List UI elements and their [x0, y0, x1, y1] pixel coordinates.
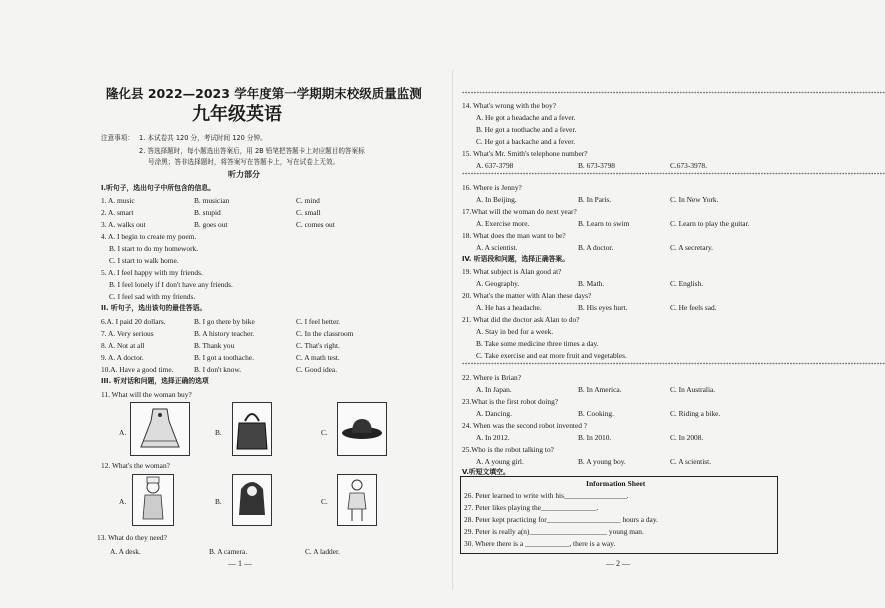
page-number-2: — 2 —: [606, 559, 630, 568]
hat-icon: [337, 402, 387, 456]
option: B. stupid: [194, 208, 221, 217]
q13-opt-b: B. A camera.: [209, 547, 248, 556]
option: C. small: [296, 208, 321, 217]
option: B. A history teacher.: [194, 329, 255, 338]
handbag-icon: [232, 402, 272, 456]
option: C. In the classroom: [296, 329, 354, 338]
q22-opt-b: B. In America.: [578, 385, 622, 394]
q19-opt-c: C. English.: [670, 279, 704, 288]
option: B. Thank you: [194, 341, 235, 350]
q20: 20. What's the matter with Alan these days?: [462, 291, 592, 300]
q19-opt-b: B. Math.: [578, 279, 605, 288]
page-number-1: — 1 —: [228, 559, 252, 568]
section-4-title: IV. 听语段和问题，选择正确答案。: [462, 255, 570, 263]
q18-opt-a: A. A scientist.: [476, 243, 518, 252]
q20-opt-c: C. He feels sad.: [670, 303, 717, 312]
q25-opt-a: A. A young girl.: [476, 457, 524, 466]
q24: 24. When was the second robot invented ?: [462, 421, 588, 430]
q21-opt-a: A. Stay in bed for a week.: [476, 327, 554, 336]
option: 2. A. smart: [101, 208, 134, 217]
q12: 12. What's the woman?: [101, 461, 170, 470]
notice-label: 注意事项：: [101, 134, 134, 142]
option: 10.A. Have a good time.: [101, 365, 174, 374]
info-line-30: 30. Where there is a ____________, there is a way.: [464, 539, 616, 548]
q12-opt-b: B.: [215, 497, 222, 506]
q13: 13. What do they need?: [97, 533, 167, 542]
section-5-title: V.听短文填空。: [462, 468, 510, 476]
info-line-26: 26. Peter learned to write with his_________________.: [464, 491, 629, 500]
q4-c: C. I start to walk home.: [109, 256, 179, 265]
option: 8. A. Not at all: [101, 341, 145, 350]
option: B. I got a toothache.: [194, 353, 254, 362]
separator: **************************************************************************************************************************************************: [462, 92, 885, 97]
q13-opt-a: A. A desk.: [110, 547, 141, 556]
q16-opt-c: C. In New York.: [670, 195, 719, 204]
option: B. musician: [194, 196, 230, 205]
section-2-title: II. 听句子，选出该句的最佳答语。: [101, 304, 207, 312]
q23-opt-c: C. Riding a bike.: [670, 409, 721, 418]
q17: 17.What will the woman do next year?: [462, 207, 577, 216]
page-divider: [452, 70, 453, 590]
q17-opt-a: A. Exercise more.: [476, 219, 530, 228]
q21-opt-b: B. Take some medicine three times a day.: [476, 339, 599, 348]
separator: **************************************************************************************************************************************************: [462, 173, 885, 178]
q24-opt-b: B. In 2010.: [578, 433, 612, 442]
cook-icon: [132, 474, 174, 526]
option: C. That's right.: [296, 341, 340, 350]
q15-opt-b: B. 673-3798: [578, 161, 615, 170]
q22: 22. Where is Brian?: [462, 373, 521, 382]
q24-opt-c: C. In 2008.: [670, 433, 704, 442]
q14-opt-b: B. He got a toothache and a fever.: [476, 125, 577, 134]
dress-icon: [130, 402, 190, 456]
q23-opt-a: A. Dancing.: [476, 409, 512, 418]
q23: 23.What is the first robot doing?: [462, 397, 559, 406]
info-line-27: 27. Peter likes playing the_______________.: [464, 503, 599, 512]
exam-subtitle: 九年级英语: [192, 104, 282, 125]
q5-b: B. I feel lonely if I don't have any friends.: [109, 280, 233, 289]
option: 3. A. walks out: [101, 220, 146, 229]
q4-b: B. I start to do my homework.: [109, 244, 199, 253]
nurse-icon: [337, 474, 377, 526]
section-listening: 听力部分: [228, 170, 260, 179]
info-line-29: 29. Peter is really a(n)_____________________ young man.: [464, 527, 644, 536]
q22-opt-c: C. In Australia.: [670, 385, 716, 394]
notice-1: 1. 本试卷共 120 分，考试时间 120 分钟。: [139, 134, 267, 142]
notice-2b: 号涂黑；答非选择题时，将答案写在答题卡上，写在试卷上无效。: [148, 158, 340, 166]
q19: 19. What subject is Alan good at?: [462, 267, 562, 276]
option: B. I go there by bike: [194, 317, 255, 326]
separator: **************************************************************************************************************************************************: [462, 363, 885, 368]
q12-opt-a: A.: [119, 497, 127, 506]
q15-opt-c: C.673-3978.: [670, 161, 707, 170]
option: C. I feel better.: [296, 317, 341, 326]
exam-title: 隆化县 2022—2023 学年度第一学期期末校级质量监测: [106, 86, 422, 101]
q18-opt-c: C. A secretary.: [670, 243, 714, 252]
q11: 11. What will the woman buy?: [101, 390, 192, 399]
q25: 25.Who is the robot talking to?: [462, 445, 554, 454]
q15-opt-a: A. 637-3798: [476, 161, 514, 170]
q22-opt-a: A. In Japan.: [476, 385, 512, 394]
option: B. I don't know.: [194, 365, 242, 374]
q11-opt-a: A.: [119, 428, 127, 437]
option: C. A math test.: [296, 353, 340, 362]
q5-c: C. I feel sad with my friends.: [109, 292, 196, 301]
option: 7. A. Very serious: [101, 329, 154, 338]
option: 9. A. A doctor.: [101, 353, 144, 362]
q11-opt-c: C.: [321, 428, 328, 437]
information-sheet-title: Information Sheet: [586, 479, 646, 488]
q14-opt-a: A. He got a headache and a fever.: [476, 113, 576, 122]
option: 6.A. I paid 20 dollars.: [101, 317, 166, 326]
q15: 15. What's Mr. Smith's telephone number?: [462, 149, 588, 158]
q25-opt-c: C. A scientist.: [670, 457, 712, 466]
q17-opt-b: B. Learn to swim: [578, 219, 630, 228]
q20-opt-b: B. His eyes hurt.: [578, 303, 628, 312]
q18-opt-b: B. A doctor.: [578, 243, 614, 252]
q17-opt-c: C. Learn to play the guitar.: [670, 219, 750, 228]
option: C. mind: [296, 196, 320, 205]
q16-opt-b: B. In Paris.: [578, 195, 612, 204]
info-line-28: 28. Peter kept practicing for____________________ hours a day.: [464, 515, 658, 524]
option: C. comes out: [296, 220, 335, 229]
q16-opt-a: A. In Beijing.: [476, 195, 517, 204]
section-3-title: III. 听对话和问题，选择正确的选项: [101, 377, 209, 385]
q18: 18. What does the man want to be?: [462, 231, 566, 240]
q12-opt-c: C.: [321, 497, 328, 506]
q21: 21. What did the doctor ask Alan to do?: [462, 315, 580, 324]
q23-opt-b: B. Cooking.: [578, 409, 614, 418]
q24-opt-a: A. In 2012.: [476, 433, 510, 442]
woman-icon: [232, 474, 272, 526]
q21-opt-c: C. Take exercise and eat more fruit and vegetables.: [476, 351, 627, 360]
q14: 14. What's wrong with the boy?: [462, 101, 556, 110]
q14-opt-c: C. He got a backache and a fever.: [476, 137, 576, 146]
q11-opt-b: B.: [215, 428, 222, 437]
q13-opt-c: C. A ladder.: [305, 547, 340, 556]
q4-a: 4. A. I begin to create my poem.: [101, 232, 197, 241]
option: C. Good idea.: [296, 365, 338, 374]
q5-a: 5. A. I feel happy with my friends.: [101, 268, 203, 277]
q20-opt-a: A. He has a headache.: [476, 303, 542, 312]
notice-2a: 2. 答选择题时，每小题选出答案后，用 2B 铅笔把答题卡上对应题目的答案标: [139, 147, 365, 155]
q25-opt-b: B. A young boy.: [578, 457, 626, 466]
q19-opt-a: A. Geography.: [476, 279, 520, 288]
option: B. goes out: [194, 220, 228, 229]
q16: 16. Where is Jenny?: [462, 183, 522, 192]
section-1-title: I.听句子，选出句子中所包含的信息。: [101, 184, 215, 192]
option: 1. A. music: [101, 196, 135, 205]
